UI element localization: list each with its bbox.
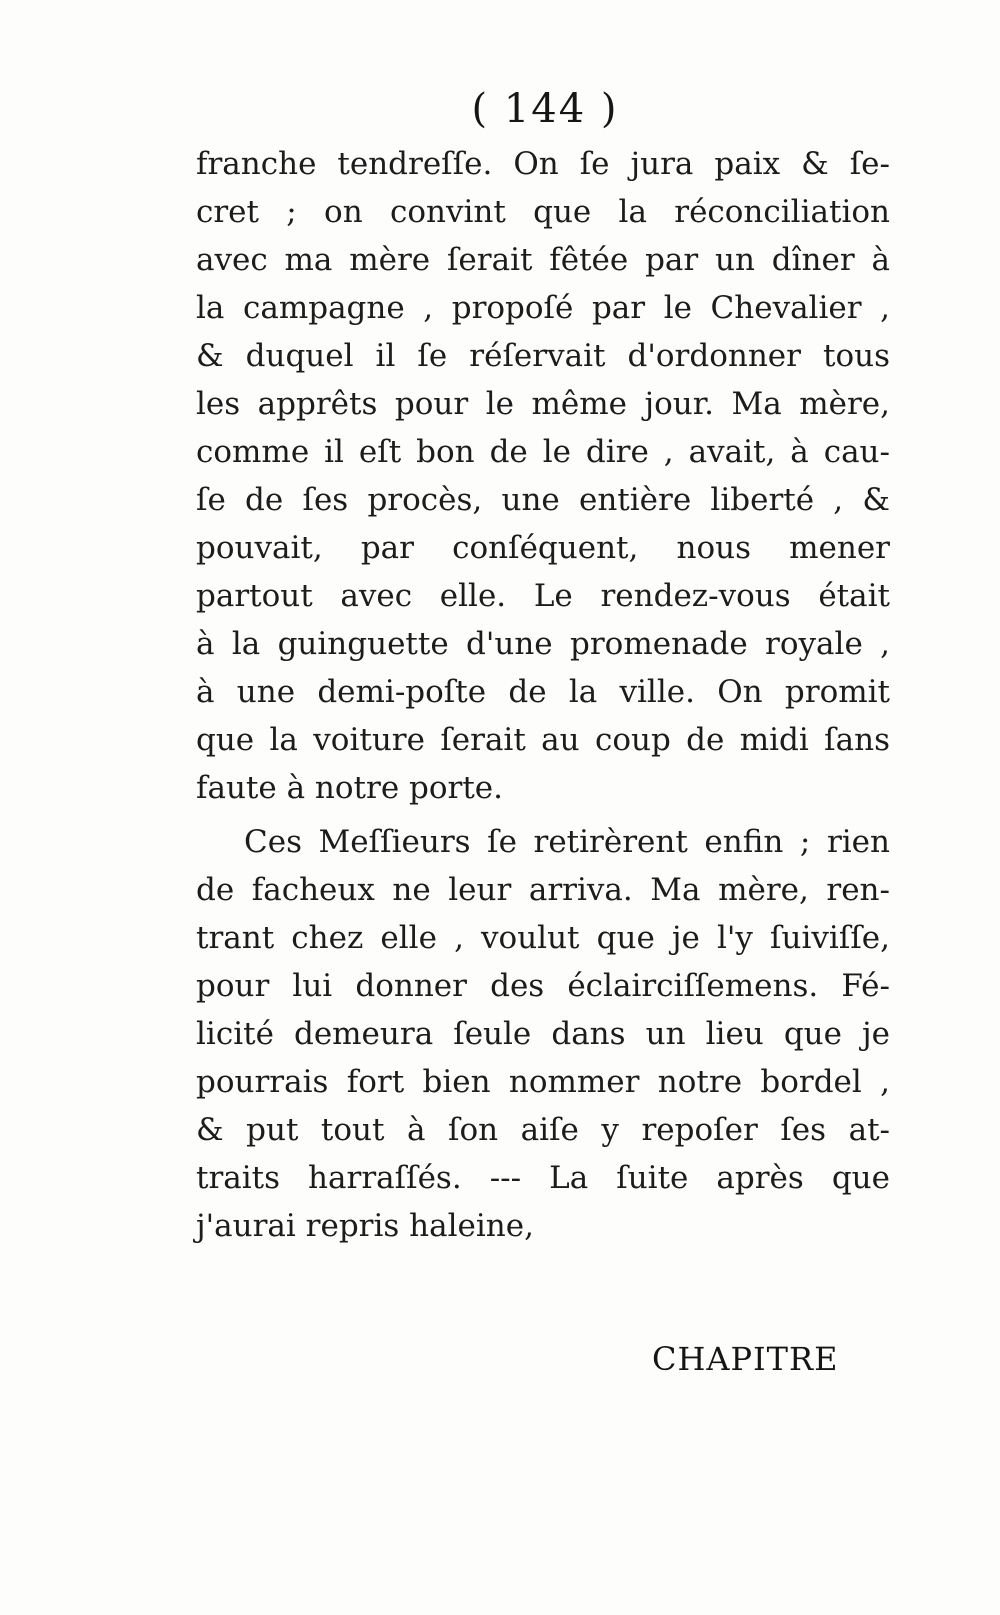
text-line: pourrais fort bien nommer notre bordel , (196, 1064, 890, 1100)
text-line: avec ma mère ſerait fêtée par un dîner à (196, 242, 890, 278)
text-line: que la voiture ſerait au coup de midi ſans (196, 722, 890, 758)
text-line: à la guinguette d'une promenade royale , (196, 626, 890, 662)
text-line: pour lui donner des éclairciſſemens. Fé- (196, 968, 890, 1004)
text-line: traits harraſſés. --- La ſuite après que (196, 1160, 890, 1196)
body-text (196, 140, 890, 1250)
page-number: ( 144 ) (471, 86, 619, 132)
text-line: Ces Meſſieurs ſe retirèrent enfin ; rien (244, 824, 890, 860)
text-line: pouvait, par conſéquent, nous mener (196, 530, 890, 566)
text-line: les apprêts pour le même jour. Ma mère, (196, 386, 890, 422)
paragraph-1 (196, 140, 890, 812)
text-line: faute à notre porte. (196, 770, 504, 806)
text-line: franche tendreſſe. On ſe jura paix & ſe- (196, 146, 890, 182)
paragraph-2 (196, 818, 890, 1250)
text-line: de facheux ne leur arriva. Ma mère, ren- (196, 872, 890, 908)
catchword: CHAPITRE (652, 1340, 839, 1378)
text-line: cret ; on convint que la réconciliation (196, 194, 890, 230)
text-line: ſe de ſes procès, une entière liberté , & (196, 482, 890, 518)
text-line: la campagne , propoſé par le Chevalier , (196, 290, 890, 326)
text-line: comme il eſt bon de le dire , avait, à cau- (196, 434, 890, 470)
text-line: à une demi-poſte de la ville. On promit (196, 674, 890, 710)
text-line: & put tout à ſon aiſe y repoſer ſes at- (196, 1112, 890, 1148)
text-line: partout avec elle. Le rendez-vous était (196, 578, 890, 614)
text-line: & duquel il ſe réſervait d'ordonner tous (196, 338, 890, 374)
text-line: trant chez elle , voulut que je l'y ſuiviſſe, (196, 920, 890, 956)
text-line: licité demeura ſeule dans un lieu que je (196, 1016, 890, 1052)
text-line: j'aurai repris haleine, (196, 1208, 534, 1244)
